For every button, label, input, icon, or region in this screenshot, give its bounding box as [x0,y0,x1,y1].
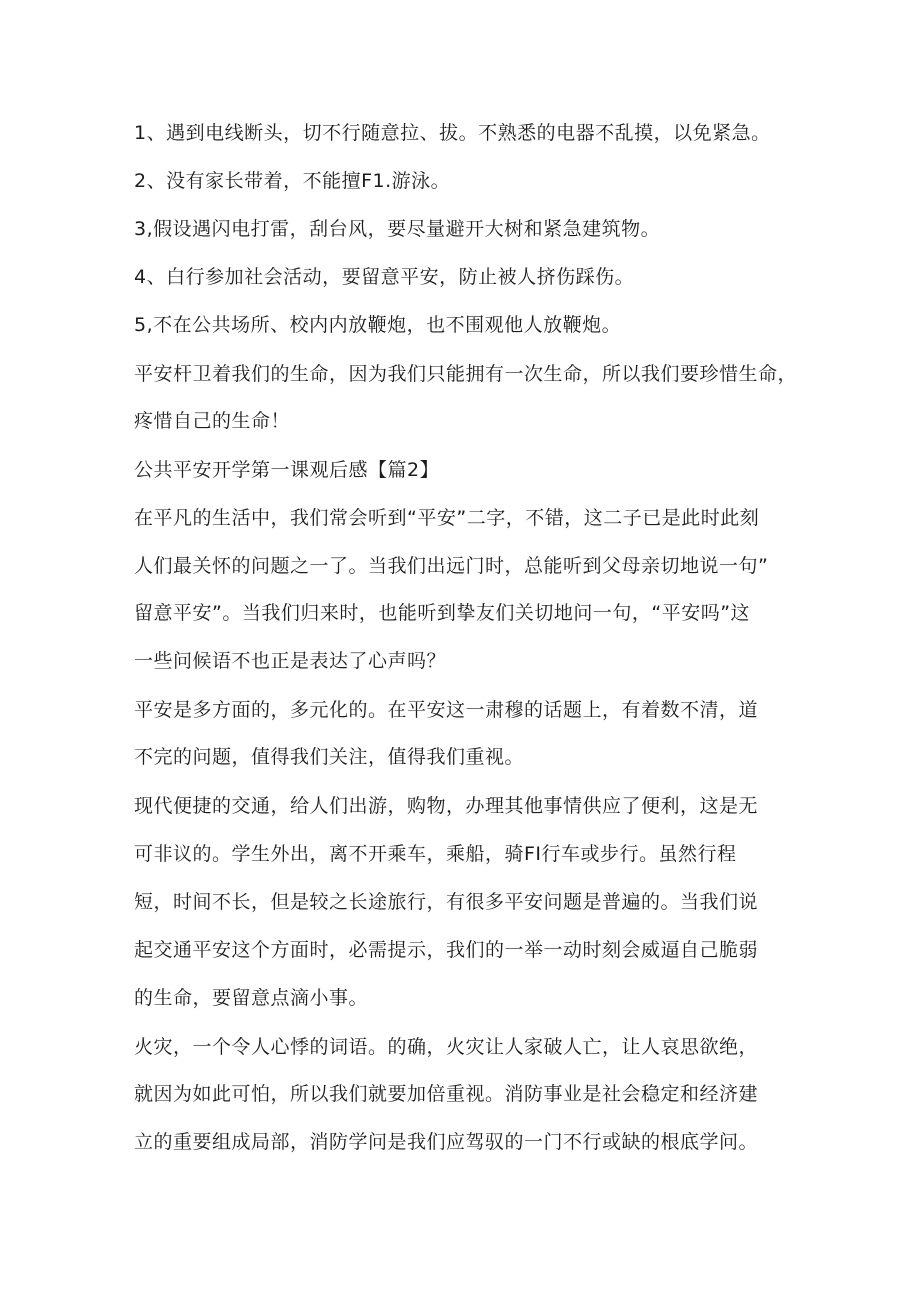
paragraph-3-line: 可非议的。学生外出，离不开乘车，乘船，骑FI行车或步行。虽然行程 [134,843,737,865]
section-title: 公共平安开学第一课观后感【篇2】 [134,459,440,481]
list-item-5: 5,不在公共场所、校内内放鞭炮，也不围观他人放鞭炮。 [134,314,622,336]
list-item-1: 1、遇到电线断头，切不行随意拉、拔。不熟悉的电器不乱摸，以免紧急。 [134,122,771,144]
list-item-4: 4、白行参加社会活动，要留意平安，防止被人挤伤踩伤。 [134,266,635,288]
closing-paragraph-line: 疼惜自己的生命！ [134,410,291,432]
paragraph-3-line: 现代便捷的交通，给人们出游，购物，办理其他事情供应了便利，这是无 [134,795,759,817]
list-item-2: 2、没有家长带着，不能擅F1.游泳。 [134,170,451,192]
list-item-3: 3,假设遇闪电打雷，刮台风，要尽量避开大树和紧急建筑物。 [134,218,661,240]
paragraph-4-line: 火灾，一个令人心悸的词语。的确，火灾让人家破人亡，让人哀思欲绝， [134,1036,759,1058]
closing-paragraph-line: 平安杆卫着我们的生命，因为我们只能拥有一次生命，所以我们要珍惜生命， [134,363,798,385]
paragraph-1-line: 一些问候语不也正是表达了心声吗？ [134,650,447,672]
paragraph-1-line: 人们最关怀的问题之一了。当我们出远门时，总能听到父母亲切地说一句” [134,555,769,577]
paragraph-3-line: 起交通平安这个方面时，必需提示，我们的一举一动时刻会威逼自己脆弱 [134,939,759,961]
paragraph-2-line: 不完的问题，值得我们关注，值得我们重视。 [134,746,525,768]
paragraph-3-line: 的生命，要留意点滴小事。 [134,987,369,1009]
paragraph-1-line: 在平凡的生活中，我们常会听到“平安”二字，不错，这二子已是此时此刻 [134,507,760,529]
paragraph-4-line: 立的重要组成局部，消防学问是我们应驾驭的一门不行或缺的根底学问。 [134,1131,759,1153]
paragraph-4-line: 就因为如此可怕，所以我们就要加倍重视。消防事业是社会稳定和经济建 [134,1083,759,1105]
paragraph-3-line: 短，时间不长，但是较之长途旅行，有很多平安问题是普遍的。当我们说 [134,891,759,913]
paragraph-1-line: 留意平安”。当我们归来时，也能听到挚友们关切地问一句，“平安吗”这 [134,602,751,624]
paragraph-2-line: 平安是多方面的，多元化的。在平安这一肃穆的话题上，有着数不清，道 [134,699,759,721]
